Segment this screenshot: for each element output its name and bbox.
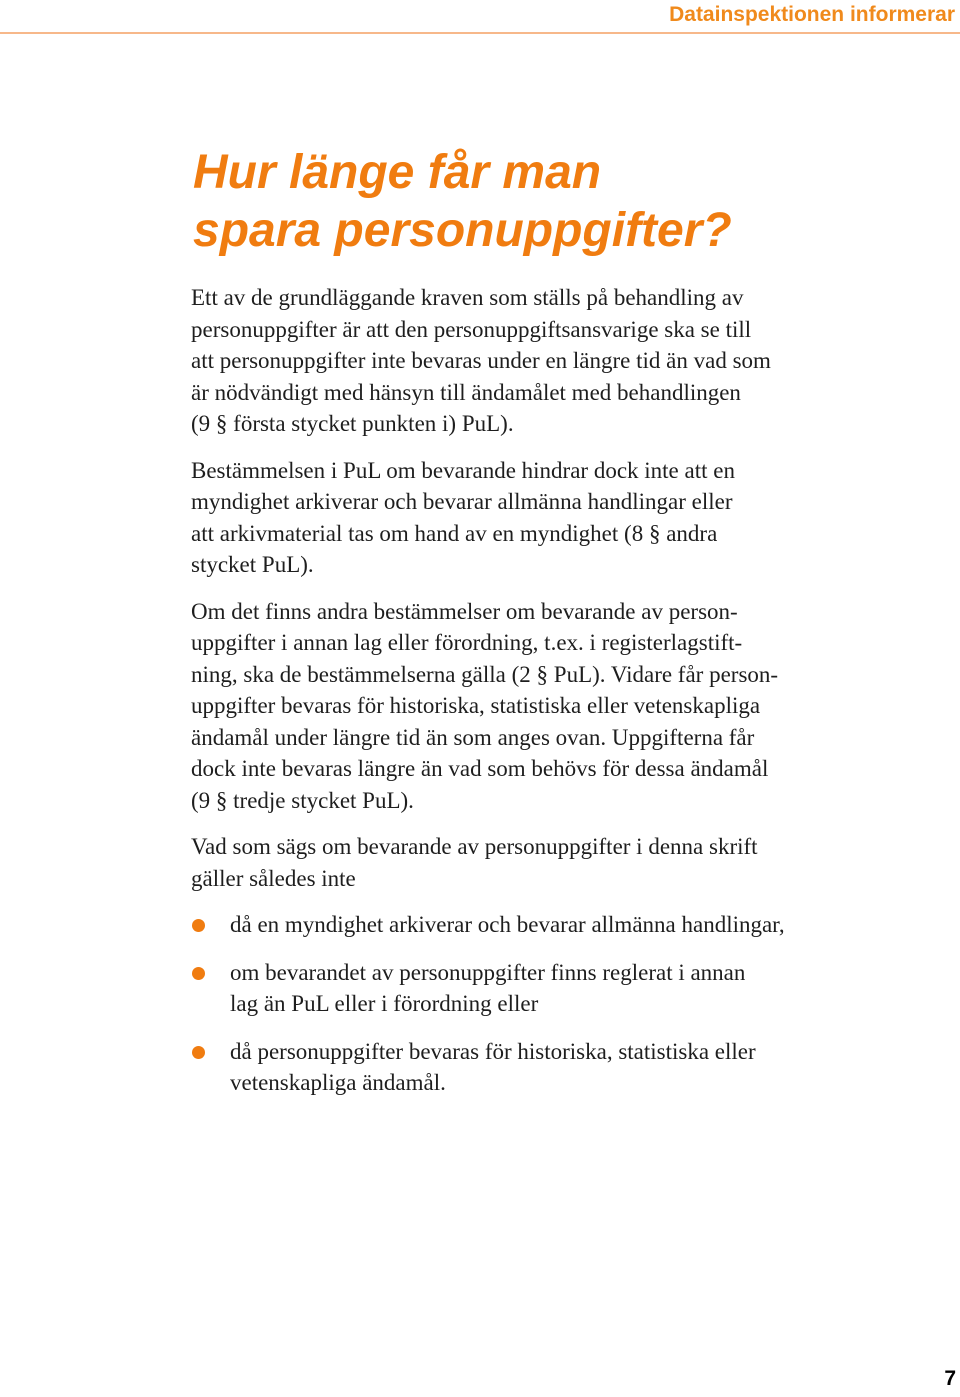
text-line: är nödvändigt med hänsyn till ändamålet med behandlingen: [191, 379, 741, 405]
text-line: Bestämmelsen i PuL om bevarande hindrar dock inte att en: [191, 457, 735, 483]
bullet-dot-icon: [192, 967, 205, 980]
list-item: [191, 1036, 871, 1099]
paragraph-1: [191, 282, 871, 440]
text-line: då en myndighet arkiverar och bevarar allmänna handlingar,: [230, 912, 785, 937]
page-number: 7: [944, 1367, 956, 1390]
text-line: (9 § tredje stycket PuL).: [191, 787, 414, 813]
paragraph-2: [191, 455, 871, 581]
text-line: då personuppgifter bevaras för historiska, statistiska eller: [230, 1038, 756, 1064]
text-line: Vad som sägs om bevarande av personuppgifter i denna skrift: [191, 834, 758, 859]
text-line: ändamål under längre tid än som anges ovan. Uppgifterna får: [191, 724, 755, 750]
bullet-dot-icon: [192, 1046, 205, 1059]
text-line: uppgifter i annan lag eller förordning, t.ex. i registerlagstift-: [191, 630, 743, 655]
list-item: [191, 957, 871, 1020]
page-title: [193, 144, 732, 260]
text-line: dock inte bevaras längre än vad som behövs för dessa ändamål: [191, 756, 769, 781]
header-divider: [0, 32, 960, 34]
paragraph-4: [191, 831, 871, 894]
page-title-line-1: Hur länge får man: [193, 146, 602, 199]
text-line: ning, ska de bestämmelserna gälla (2 § PuL). Vidare får person-: [191, 661, 779, 687]
text-line: uppgifter bevaras för historiska, statistiska eller vetenskapliga: [191, 693, 761, 718]
text-line: gäller således inte: [191, 865, 356, 891]
bullet-list: [191, 909, 871, 1099]
paragraph-3: [191, 596, 871, 817]
header-title: Datainspektionen informerar: [669, 3, 955, 26]
text-line: vetenskapliga ändamål.: [230, 1070, 446, 1095]
page-title-line-2: spara personuppgifter?: [193, 204, 732, 257]
list-item: [191, 909, 871, 941]
text-line: om bevarandet av personuppgifter finns reglerat i annan: [230, 959, 746, 985]
text-line: myndighet arkiverar och bevarar allmänna handlingar eller: [191, 489, 733, 514]
text-line: att arkivmaterial tas om hand av en myndighet (8 § andra: [191, 520, 718, 546]
text-line: Ett av de grundläggande kraven som ställs på behandling av: [191, 285, 744, 310]
body-content: [191, 282, 871, 1115]
text-line: lag än PuL eller i förordning eller: [230, 991, 539, 1016]
text-line: stycket PuL).: [191, 552, 314, 577]
text-line: att personuppgifter inte bevaras under en längre tid än vad som: [191, 348, 771, 373]
text-line: personuppgifter är att den personuppgiftsansvarige ska se till: [191, 316, 752, 342]
bullet-dot-icon: [192, 919, 205, 932]
text-line: Om det finns andra bestämmelser om bevarande av person-: [191, 598, 738, 624]
text-line: (9 § första stycket punkten i) PuL).: [191, 411, 514, 436]
